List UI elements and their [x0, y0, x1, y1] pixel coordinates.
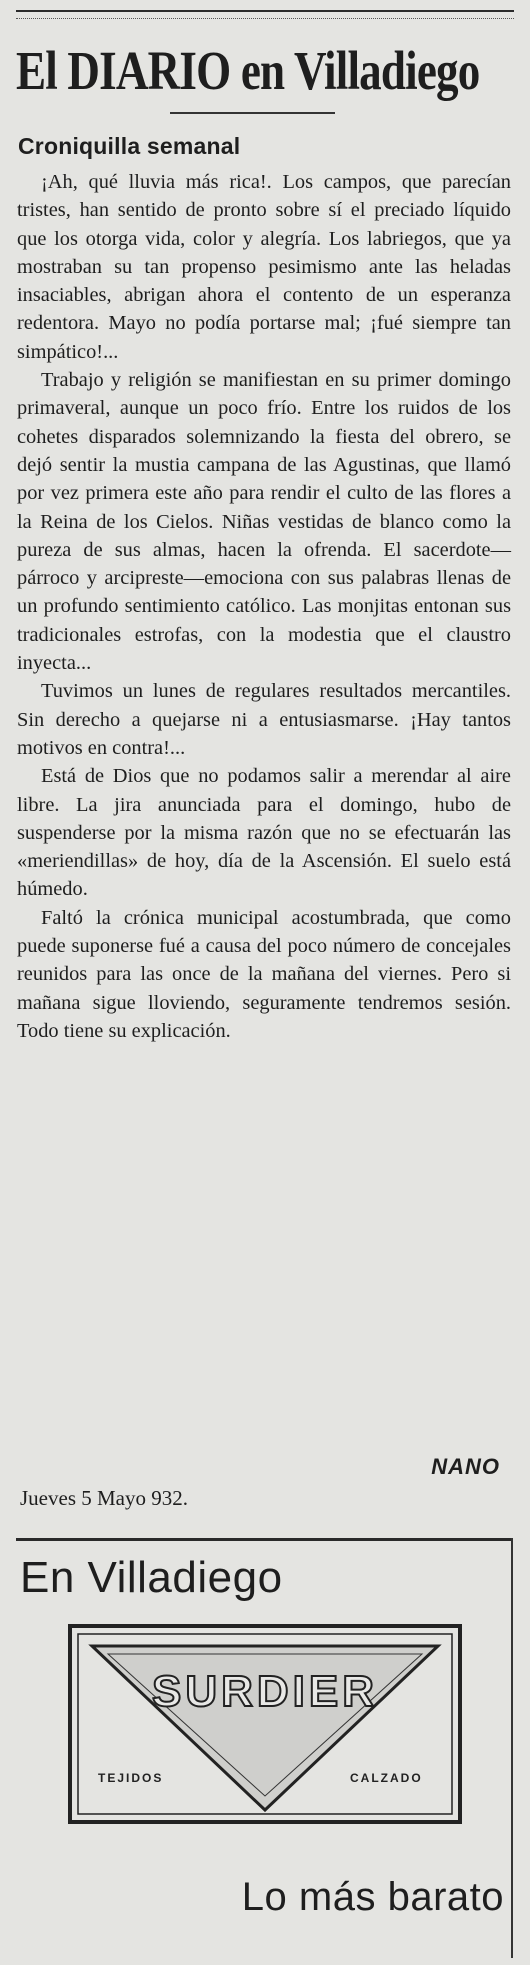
- article-date: Jueves 5 Mayo 932.: [20, 1486, 188, 1510]
- ad-slogan: Lo más barato: [241, 1875, 504, 1919]
- article-paragraph: Tuvimos un lunes de regulares resultados mercantiles. Sin derecho a quejarse ni a entusiasmarse. ¡Hay tantos motivos en contra!...: [17, 680, 511, 759]
- article-paragraph: ¡Ah, qué lluvia más rica!. Los campos, que parecían tristes, han sentido de pronto sobre sí el preciado líquido que los otorga vida, color y alegría. Los labriegos, que ya mostraban su tan propenso pesimismo ante las heladas insaciables, abrigan ahora el contento de un esperanza redentora. Mayo no podía portarse mal; ¡fué siempre tan simpático!...: [17, 171, 511, 363]
- logo-tag-tejidos: TEJIDOS: [98, 1771, 164, 1785]
- logo-tag-calzado: CALZADO: [350, 1771, 423, 1785]
- author-signature: NANO: [431, 1454, 500, 1479]
- surdier-logo: [68, 1624, 462, 1824]
- article-paragraph: Está de Dios que no podamos salir a merendar al aire libre. La jira anunciada para el domingo, hubo de suspenderse por la misma razón que no se efectuarán las «meriendillas» de hoy, día de la Ascensión. El suelo está húmedo.: [17, 765, 511, 901]
- logo-wordmark: SURDIER: [151, 1667, 379, 1716]
- article-paragraph: Faltó la crónica municipal acostumbrada, que como puede suponerse fué a causa del poco número de concejales reunidos para las once de la mañana del viernes. Pero si mañana sigue lloviendo, seguramente tendremos sesión. Todo tiene su explicación.: [17, 906, 511, 1042]
- masthead-title: El DIARIO en Villadiego: [16, 40, 480, 101]
- ad-title: En Villadiego: [20, 1553, 283, 1602]
- article-paragraph: Trabajo y religión se manifiestan en su primer domingo primaveral, aunque un poco frío. Entre los ruidos de los cohetes disparados solemnizando la fiesta del obrero, se dejó sentir la mustia campana de las Agustinas, que llamó por vez primera este año para rendir el culto de las flores a la Reina de los Cielos. Niñas vestidas de blanco como la pureza de sus almas, hacen la ofrenda. El sacerdote—párroco y arcipreste—emociona con sus palabras llenas de un profundo sentimiento católico. Las monjitas entonan sus tradicionales estrofas, con la modestia que el claustro inyecta...: [17, 369, 511, 675]
- section-title: Croniquilla semanal: [18, 133, 241, 159]
- top-rule: [16, 10, 514, 19]
- article-body: [17, 168, 511, 1045]
- masthead-underline: [170, 112, 335, 114]
